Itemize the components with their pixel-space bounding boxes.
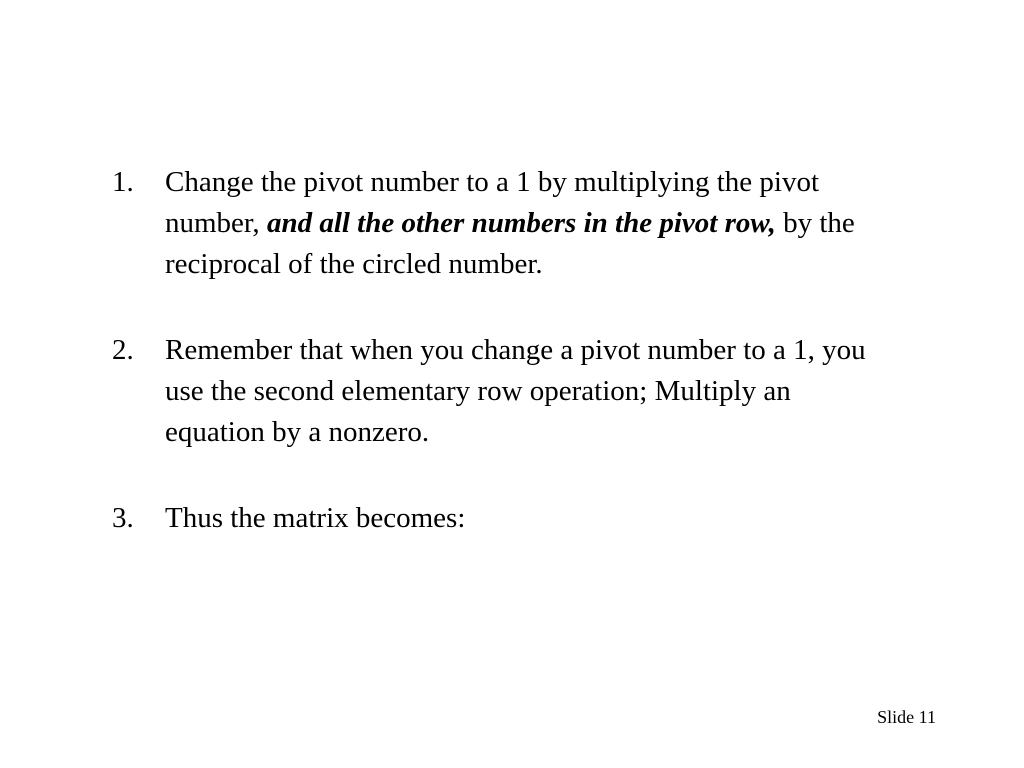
list-item-number: 2. xyxy=(112,334,134,366)
list-item-text xyxy=(165,162,872,285)
list-item xyxy=(112,162,872,285)
list-item-number: 3. xyxy=(112,502,134,534)
list-item xyxy=(112,498,872,539)
list-item-text-before: Change the pivot number to a 1 by multiplying the pivot number, xyxy=(165,166,820,239)
numbered-list xyxy=(112,162,872,584)
slide-number: Slide 11 xyxy=(877,707,936,727)
list-item-number: 1. xyxy=(112,166,134,198)
list-item-text: Remember that when you change a pivot number to a 1, you use the second elementary row operation; Multiply an equation by a nonzero. xyxy=(165,334,866,448)
list-item-text: Thus the matrix becomes: xyxy=(165,502,466,534)
list-item-text-after: by the reciprocal of the circled number. xyxy=(165,207,855,280)
list-item-text-emphasis: and all the other numbers in the pivot row, xyxy=(266,207,776,239)
list-item xyxy=(112,330,872,453)
